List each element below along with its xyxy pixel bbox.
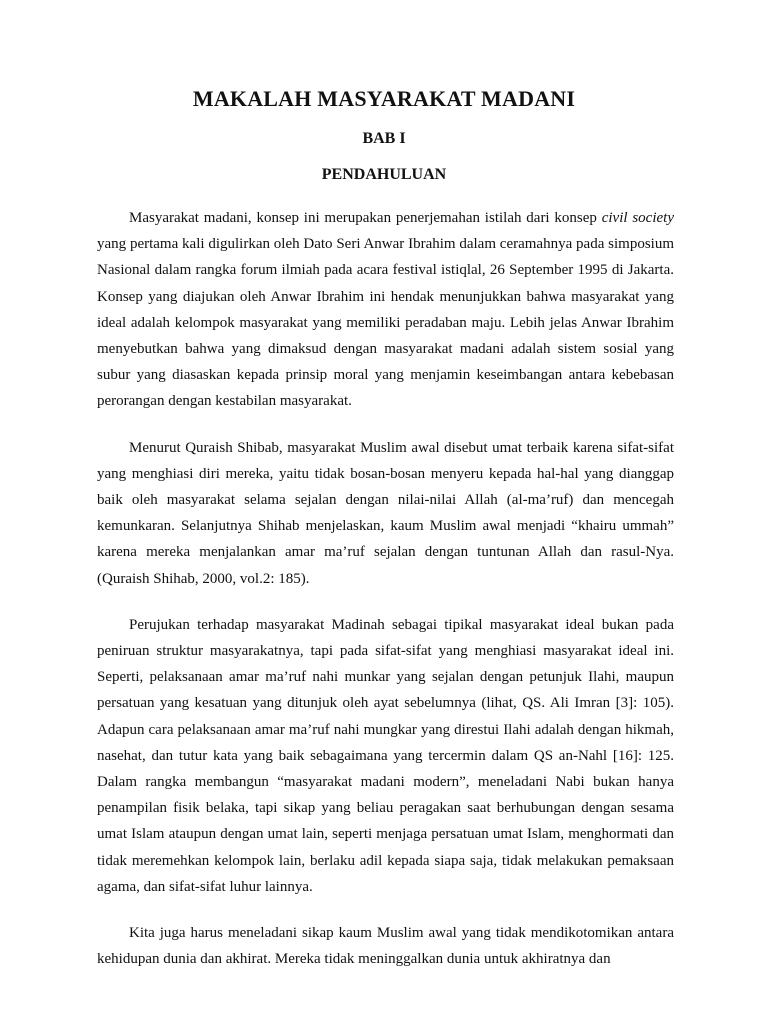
- paragraph-1-text-a: Masyarakat madani, konsep ini merupakan penerjemahan istilah dari konsep: [129, 210, 602, 226]
- paragraph-4: Kita juga harus meneladani sikap kaum Muslim awal yang tidak mendikotomikan antara kehidupan dunia dan akhirat. Mereka tidak meninggalkan dunia untuk akhiratnya dan: [97, 925, 674, 968]
- chapter-title: PENDAHULUAN: [321, 166, 447, 183]
- paragraph-1-text-b: yang pertama kali digulirkan oleh Dato Seri Anwar Ibrahim dalam ceramahnya pada simposium Nasional dalam rangka forum ilmiah pada acara festival istiqlal, 26 September 1995 di Jakarta. Konsep yang diajukan oleh Anwar Ibrahim ini hendak menunjukkan bahwa masyarakat yang ideal adalah kelompok masyarakat yang memiliki peradaban maju. Lebih jelas Anwar Ibrahim menyebutkan bahwa yang dimaksud dengan masyarakat madani adalah sistem sosial yang subur yang diasaskan kepada prinsip moral yang menjamin keseimbangan antara kebebasan perorangan dengan kestabilan masyarakat.: [97, 236, 674, 410]
- paragraph-1-italic-term: civil society: [601, 210, 674, 226]
- page-title: MAKALAH MASYARAKAT MADANI: [192, 86, 576, 111]
- paragraph-1: [97, 205, 674, 415]
- paragraph-2: Menurut Quraish Shibab, masyarakat Muslim awal disebut umat terbaik karena sifat-sifat yang menghiasi diri mereka, yaitu tidak bosan-bosan menyeru kepada hal-hal yang dianggap baik oleh masyarakat selama sejalan dengan nilai-nilai Allah (al-ma’ruf) dan mencegah kemunkaran. Selanjutnya Shihab menjelaskan, kaum Muslim awal menjadi “khairu ummah” karena mereka menjalankan amar ma’ruf sejalan dengan tuntunan Allah dan rasul-Nya. (Quraish Shihab, 2000, vol.2: 185).: [97, 439, 674, 587]
- paragraph-3: Perujukan terhadap masyarakat Madinah sebagai tipikal masyarakat ideal bukan pada peniruan struktur masyarakatnya, tapi pada sifat-sifat yang menghiasi masyarakat ideal ini. Seperti, pelaksanaan amar ma’ruf nahi munkar yang sejalan dengan petunjuk Ilahi, maupun persatuan yang kesatuan yang ditunjuk oleh ayat sebelumnya (lihat, QS. Ali Imran [3]: 105). Adapun cara pelaksanaan amar ma’ruf nahi mungkar yang direstui Ilahi adalah dengan hikmah, nasehat, dan tutur kata yang baik sebagaimana yang tercermin dalam QS an-Nahl [16]: 125. Dalam rangka membangun “masyarakat madani modern”, meneladani Nabi bukan hanya penampilan fisik belaka, tapi sikap yang beliau peragakan saat berhubungan dengan sesama umat Islam ataupun dengan umat lain, seperti menjaga persatuan umat Islam, menghormati dan tidak meremehkan kelompok lain, berlaku adil kepada siapa saja, tidak melakukan pemaksaan agama, dan sifat-sifat luhur lainnya.: [97, 616, 674, 895]
- chapter-label: BAB I: [362, 130, 406, 147]
- document-body: [97, 205, 674, 992]
